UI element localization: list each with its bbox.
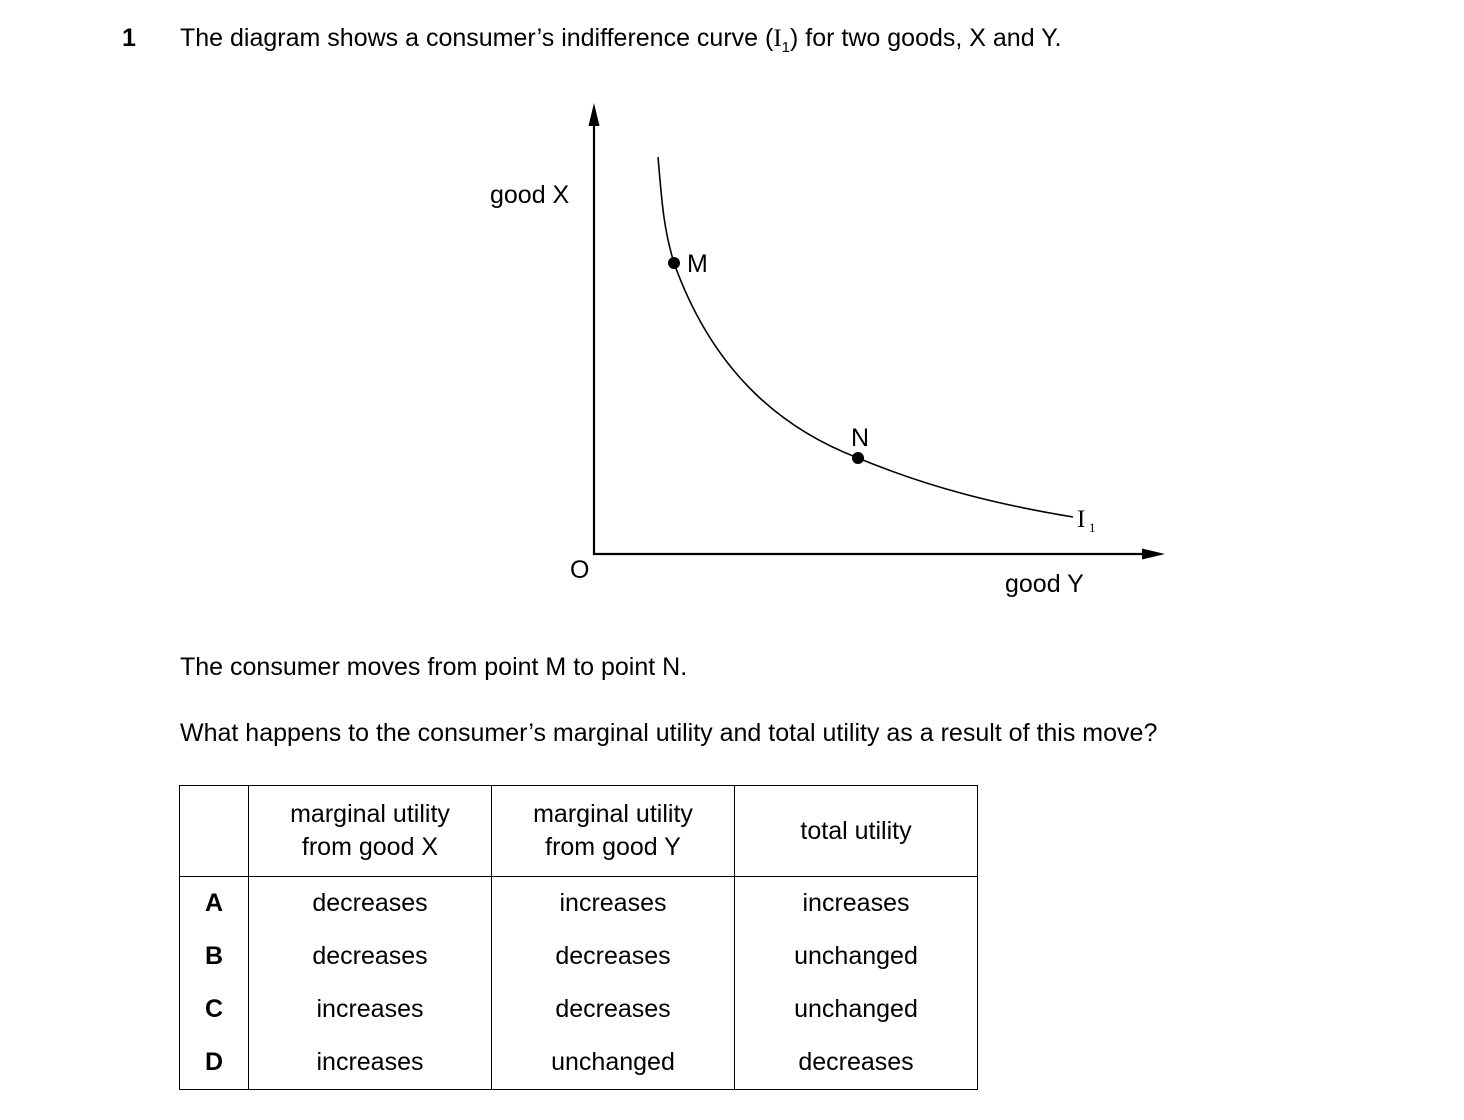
y-axis-label: good X <box>490 181 570 209</box>
option-letter: D <box>180 1036 249 1090</box>
question-prompt: What happens to the consumer’s marginal utility and total utility as a result of this move? <box>180 719 1158 747</box>
curve-label-subscript: 1 <box>1089 520 1096 535</box>
question-number: 1 <box>122 24 136 52</box>
option-total-utility: increases <box>735 877 978 931</box>
option-row-d[interactable] <box>180 1036 978 1090</box>
indifference-curve <box>658 157 1073 517</box>
scenario-text: The consumer moves from point M to point N. <box>180 653 688 681</box>
option-mu-y: decreases <box>492 930 735 983</box>
option-row-a[interactable] <box>180 877 978 931</box>
x-axis-arrowhead <box>1142 549 1165 560</box>
stem-after: ) for two goods, X and Y. <box>790 24 1062 52</box>
curve-label: I <box>1077 506 1086 533</box>
option-letter: B <box>180 930 249 983</box>
option-mu-x: increases <box>249 1036 492 1090</box>
point-m-label: M <box>687 250 708 278</box>
table-header-row <box>180 786 978 877</box>
option-row-b[interactable] <box>180 930 978 983</box>
header-mu-x <box>249 786 492 877</box>
point-n-label: N <box>851 424 870 452</box>
option-letter: C <box>180 983 249 1036</box>
header-total-utility: total utility <box>735 786 978 877</box>
option-mu-x: decreases <box>249 930 492 983</box>
option-mu-y: increases <box>492 877 735 931</box>
header-mu-x-line1: marginal utility <box>290 800 450 828</box>
answer-options-table <box>179 785 978 1090</box>
point-n-marker <box>852 452 864 464</box>
option-total-utility: unchanged <box>735 983 978 1036</box>
x-axis-label: good Y <box>1005 570 1084 598</box>
origin-label: O <box>570 556 590 584</box>
y-axis-arrowhead <box>589 103 600 126</box>
curve-symbol: I <box>773 25 782 52</box>
option-mu-x: decreases <box>249 877 492 931</box>
option-mu-y: unchanged <box>492 1036 735 1090</box>
curve-subscript: 1 <box>781 39 791 56</box>
option-row-c[interactable] <box>180 983 978 1036</box>
option-total-utility: decreases <box>735 1036 978 1090</box>
header-letter-cell <box>180 786 249 877</box>
stem-before: The diagram shows a consumer’s indifference curve ( <box>180 24 774 52</box>
option-letter: A <box>180 877 249 931</box>
header-mu-y <box>492 786 735 877</box>
option-mu-x: increases <box>249 983 492 1036</box>
header-mu-y-line2: from good Y <box>545 833 681 861</box>
option-mu-y: decreases <box>492 983 735 1036</box>
header-mu-y-line1: marginal utility <box>533 800 693 828</box>
point-m-marker <box>668 257 680 269</box>
header-mu-x-line2: from good X <box>301 833 439 861</box>
option-total-utility: unchanged <box>735 930 978 983</box>
